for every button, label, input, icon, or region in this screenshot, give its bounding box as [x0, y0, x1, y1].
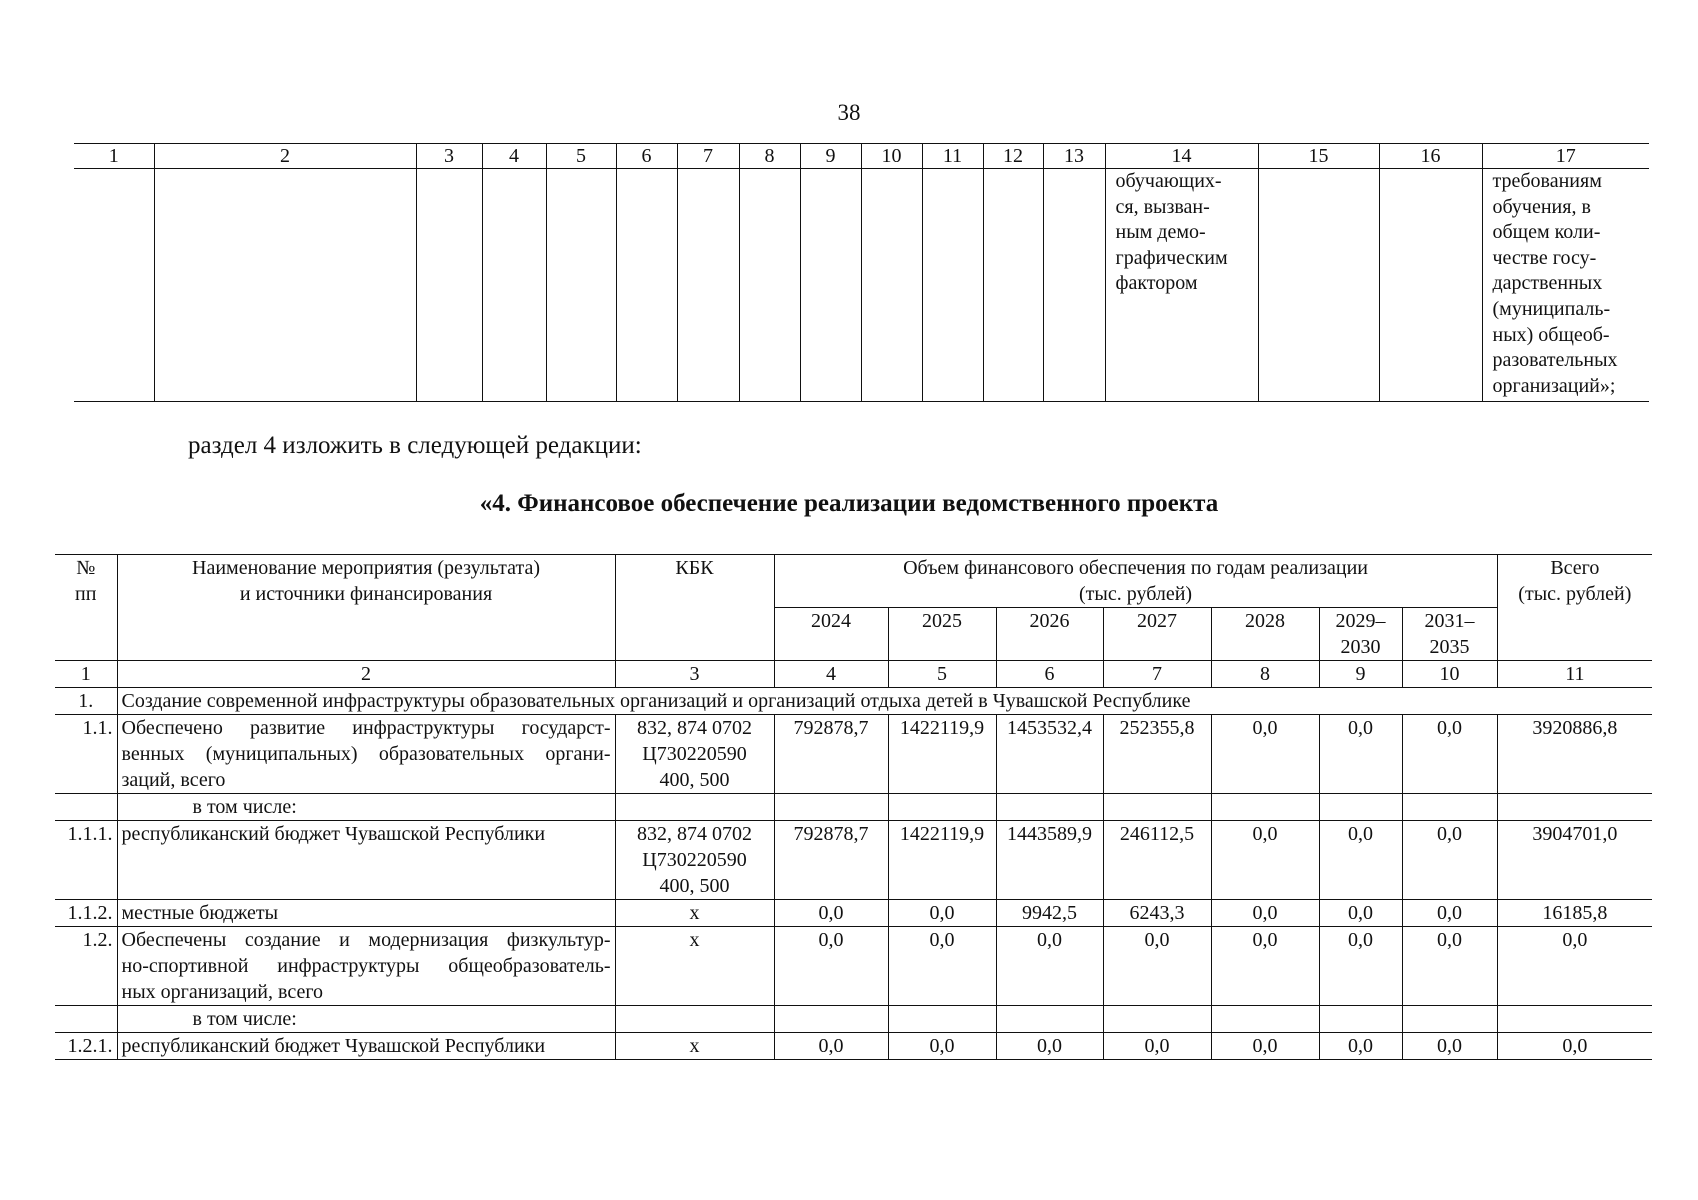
fin-header-row-1 — [55, 555, 1652, 608]
header-name-cell — [117, 555, 615, 661]
row-year-value: 252355,8 — [1103, 715, 1211, 794]
empty-cell — [1402, 1006, 1497, 1033]
fin-col-number: 1 — [55, 661, 117, 688]
continuation-col-number: 8 — [739, 144, 800, 169]
fin-col-number: 3 — [615, 661, 774, 688]
row-kbk-line: x — [689, 929, 700, 951]
row-kbk — [615, 927, 774, 1006]
header-num-cell — [55, 555, 117, 661]
row-year-value: 0,0 — [774, 1033, 888, 1060]
empty-cell — [1211, 1006, 1319, 1033]
continuation-table — [74, 143, 1649, 402]
cell-text-line: ных) общеоб- — [1492, 323, 1610, 346]
row-year-value: 0,0 — [774, 900, 888, 927]
header-year-l1: 2024 — [811, 610, 851, 632]
row-year-value: 0,0 — [1402, 900, 1497, 927]
row-kbk-line: 400, 500 — [659, 875, 730, 897]
section-text-cell: Создание современной инфраструктуры образовательных организаций и организаций отдыха детей в Чувашской Республике — [117, 688, 1652, 715]
fin-including-row — [55, 794, 1652, 821]
header-year-cell — [1103, 608, 1211, 661]
header-total-l1: Всего — [1550, 557, 1600, 579]
row-name-line: заций, всего — [121, 769, 226, 791]
header-year-l1: 2027 — [1137, 610, 1177, 632]
header-volume-cell — [774, 555, 1497, 608]
empty-cell — [1211, 794, 1319, 821]
header-year-cell — [1319, 608, 1402, 661]
header-year-l2: 2035 — [1429, 636, 1470, 658]
continuation-header-row — [74, 144, 1649, 169]
cell-text-line: разовательных — [1492, 349, 1618, 372]
fin-col-number: 11 — [1497, 661, 1652, 688]
row-year-value: 0,0 — [888, 900, 996, 927]
cell-text-line: ся, вызван- — [1115, 195, 1210, 218]
fin-data-row — [55, 1033, 1652, 1060]
row-year-value: 1422119,9 — [888, 715, 996, 794]
row-year-value: 9942,5 — [996, 900, 1103, 927]
section-num-cell: 1. — [55, 688, 117, 715]
continuation-col-number: 16 — [1379, 144, 1482, 169]
fin-col-number: 4 — [774, 661, 888, 688]
continuation-col-number: 13 — [1043, 144, 1105, 169]
row-year-value: 0,0 — [1211, 927, 1319, 1006]
continuation-col-number: 10 — [861, 144, 922, 169]
continuation-body-row — [74, 169, 1649, 402]
row-name-line: венных (муниципальных) образовательных органи- — [121, 743, 611, 765]
section-title: «4. Финансовое обеспечение реализации ведомственного проекта — [479, 490, 1219, 517]
row-year-value: 0,0 — [1211, 715, 1319, 794]
row-year-value: 246112,5 — [1103, 821, 1211, 900]
fin-col-number: 6 — [996, 661, 1103, 688]
row-total: 3920886,8 — [1497, 715, 1652, 794]
row-year-value: 0,0 — [1319, 821, 1402, 900]
row-year-value: 1422119,9 — [888, 821, 996, 900]
header-year-cell — [1402, 608, 1497, 661]
instruction-text: раздел 4 изложить в следующей редакции: — [188, 432, 642, 459]
row-year-value: 0,0 — [1103, 927, 1211, 1006]
empty-cell — [774, 1006, 888, 1033]
row-year-value: 0,0 — [1319, 900, 1402, 927]
row-kbk-line: Ц730220590 — [642, 849, 747, 871]
cell-text-line: дарственных — [1492, 272, 1603, 295]
empty-cell — [996, 1006, 1103, 1033]
row-name-line: республиканский бюджет Чувашской Республики — [121, 823, 546, 845]
row-kbk-line: Ц730220590 — [642, 743, 747, 765]
header-kbk-cell: КБК — [615, 555, 774, 661]
row-kbk — [615, 715, 774, 794]
header-name-l2: и источники финансирования — [239, 583, 493, 605]
row-year-value: 0,0 — [996, 927, 1103, 1006]
continuation-col-number: 12 — [983, 144, 1043, 169]
fin-col-number: 10 — [1402, 661, 1497, 688]
header-year-cell — [1211, 608, 1319, 661]
row-year-value: 0,0 — [1319, 1033, 1402, 1060]
empty-cell — [55, 794, 117, 821]
row-total: 0,0 — [1497, 1033, 1652, 1060]
header-year-cell — [996, 608, 1103, 661]
row-name-line: местные бюджеты — [121, 902, 279, 924]
continuation-col17-cell — [1482, 169, 1649, 402]
continuation-col-number: 17 — [1482, 144, 1649, 169]
continuation-col-number: 11 — [922, 144, 983, 169]
row-year-value: 0,0 — [888, 1033, 996, 1060]
cell-text-line: графическим — [1115, 246, 1228, 269]
row-name — [117, 900, 615, 927]
financial-table — [55, 554, 1652, 1060]
row-number: 1.1.2. — [55, 900, 117, 927]
empty-cell — [1103, 794, 1211, 821]
row-year-value: 792878,7 — [774, 821, 888, 900]
continuation-col-number: 6 — [616, 144, 677, 169]
row-year-value: 0,0 — [1211, 900, 1319, 927]
empty-cell — [615, 1006, 774, 1033]
row-year-value: 6243,3 — [1103, 900, 1211, 927]
row-year-value: 792878,7 — [774, 715, 888, 794]
continuation-col-number: 7 — [677, 144, 739, 169]
row-year-value: 0,0 — [1211, 1033, 1319, 1060]
continuation-col-number: 5 — [546, 144, 616, 169]
row-year-value: 0,0 — [1319, 715, 1402, 794]
empty-cell — [774, 794, 888, 821]
header-year-l1: 2029– — [1335, 610, 1386, 632]
empty-cell — [1402, 794, 1497, 821]
header-num-l1: № — [76, 557, 96, 579]
header-total-l2: (тыс. рублей) — [1518, 583, 1632, 605]
fin-col-number: 8 — [1211, 661, 1319, 688]
row-number: 1.2. — [55, 927, 117, 1006]
cell-text-line: обучения, в — [1492, 195, 1591, 218]
row-kbk-line: x — [689, 902, 700, 924]
row-name — [117, 821, 615, 900]
continuation-col14-cell — [1105, 169, 1258, 402]
fin-column-numbers-row — [55, 661, 1652, 688]
cell-text-line: обучающих- — [1115, 170, 1222, 192]
header-year-l2: 2030 — [1340, 636, 1381, 658]
row-year-value: 0,0 — [1402, 1033, 1497, 1060]
empty-cell — [888, 794, 996, 821]
cell-text-line: честве госу- — [1492, 246, 1597, 269]
continuation-col-number: 4 — [482, 144, 546, 169]
empty-cell — [55, 1006, 117, 1033]
fin-data-row — [55, 821, 1652, 900]
continuation-col-number: 1 — [74, 144, 154, 169]
cell-text-line: общем коли- — [1492, 221, 1601, 244]
header-year-cell — [888, 608, 996, 661]
row-number: 1.2.1. — [55, 1033, 117, 1060]
fin-including-row — [55, 1006, 1652, 1033]
row-kbk-line: x — [689, 1035, 700, 1057]
continuation-col-number: 9 — [800, 144, 861, 169]
row-year-value: 0,0 — [1319, 927, 1402, 1006]
row-number: 1.1. — [55, 715, 117, 794]
header-num-l2: пп — [75, 583, 97, 605]
fin-data-row — [55, 927, 1652, 1006]
empty-cell — [996, 794, 1103, 821]
fin-col-number: 2 — [117, 661, 615, 688]
empty-cell — [888, 1006, 996, 1033]
header-year-l1: 2026 — [1029, 610, 1070, 632]
row-year-value: 0,0 — [1402, 715, 1497, 794]
empty-cell — [1319, 794, 1402, 821]
row-kbk — [615, 821, 774, 900]
fin-col-number: 5 — [888, 661, 996, 688]
row-year-value: 0,0 — [774, 927, 888, 1006]
fin-data-row — [55, 900, 1652, 927]
row-name — [117, 1033, 615, 1060]
row-year-value: 0,0 — [888, 927, 996, 1006]
row-year-value: 0,0 — [996, 1033, 1103, 1060]
cell-text-line: требованиям — [1492, 170, 1602, 192]
row-year-value: 1443589,9 — [996, 821, 1103, 900]
header-year-l1: 2025 — [922, 610, 962, 632]
row-year-value: 0,0 — [1402, 821, 1497, 900]
cell-text-line: (муниципаль- — [1492, 297, 1611, 320]
continuation-col-number: 2 — [154, 144, 416, 169]
row-number: 1.1.1. — [55, 821, 117, 900]
empty-cell — [615, 794, 774, 821]
row-total: 16185,8 — [1497, 900, 1652, 927]
row-kbk — [615, 900, 774, 927]
continuation-col-number: 3 — [416, 144, 482, 169]
row-name — [117, 715, 615, 794]
page-number: 38 — [837, 100, 861, 125]
header-name-l1: Наименование мероприятия (результата) — [192, 557, 540, 579]
row-total: 3904701,0 — [1497, 821, 1652, 900]
row-total: 0,0 — [1497, 927, 1652, 1006]
row-year-value: 0,0 — [1402, 927, 1497, 1006]
row-kbk-line: 832, 874 0702 — [637, 823, 752, 845]
row-name-line: Обеспечены создание и модернизация физкультур- — [121, 929, 611, 951]
empty-cell — [1319, 1006, 1402, 1033]
continuation-col-number: 15 — [1258, 144, 1379, 169]
header-year-l1: 2031– — [1424, 610, 1475, 632]
row-kbk-line: 832, 874 0702 — [637, 717, 752, 739]
row-name-line: Обеспечено развитие инфраструктуры государст- — [121, 717, 611, 739]
empty-cell — [1103, 1006, 1211, 1033]
row-name-line: ных организаций, всего — [121, 981, 324, 1003]
row-name-line: но-спортивной инфраструктуры общеобразователь- — [121, 955, 611, 977]
empty-cell — [1497, 794, 1652, 821]
continuation-col-number: 14 — [1105, 144, 1258, 169]
header-year-l1: 2028 — [1245, 610, 1285, 632]
header-year-cell — [774, 608, 888, 661]
including-label: в том числе: — [117, 794, 615, 821]
fin-section-row — [55, 688, 1652, 715]
cell-text-line: организаций»; — [1492, 374, 1616, 397]
row-year-value: 1453532,4 — [996, 715, 1103, 794]
header-volume-l1: Объем финансового обеспечения по годам реализации — [903, 557, 1368, 579]
header-volume-l2: (тыс. рублей) — [1079, 583, 1193, 605]
empty-cell — [1497, 1006, 1652, 1033]
row-year-value: 0,0 — [1103, 1033, 1211, 1060]
row-name — [117, 927, 615, 1006]
row-kbk-line: 400, 500 — [659, 769, 730, 791]
row-name-line: республиканский бюджет Чувашской Республики — [121, 1035, 546, 1057]
cell-text-line: фактором — [1115, 272, 1198, 295]
header-total-cell — [1497, 555, 1652, 661]
cell-text-line: ным демо- — [1115, 221, 1206, 244]
fin-data-row — [55, 715, 1652, 794]
fin-col-number: 9 — [1319, 661, 1402, 688]
including-label: в том числе: — [117, 1006, 615, 1033]
row-year-value: 0,0 — [1211, 821, 1319, 900]
fin-col-number: 7 — [1103, 661, 1211, 688]
row-kbk — [615, 1033, 774, 1060]
